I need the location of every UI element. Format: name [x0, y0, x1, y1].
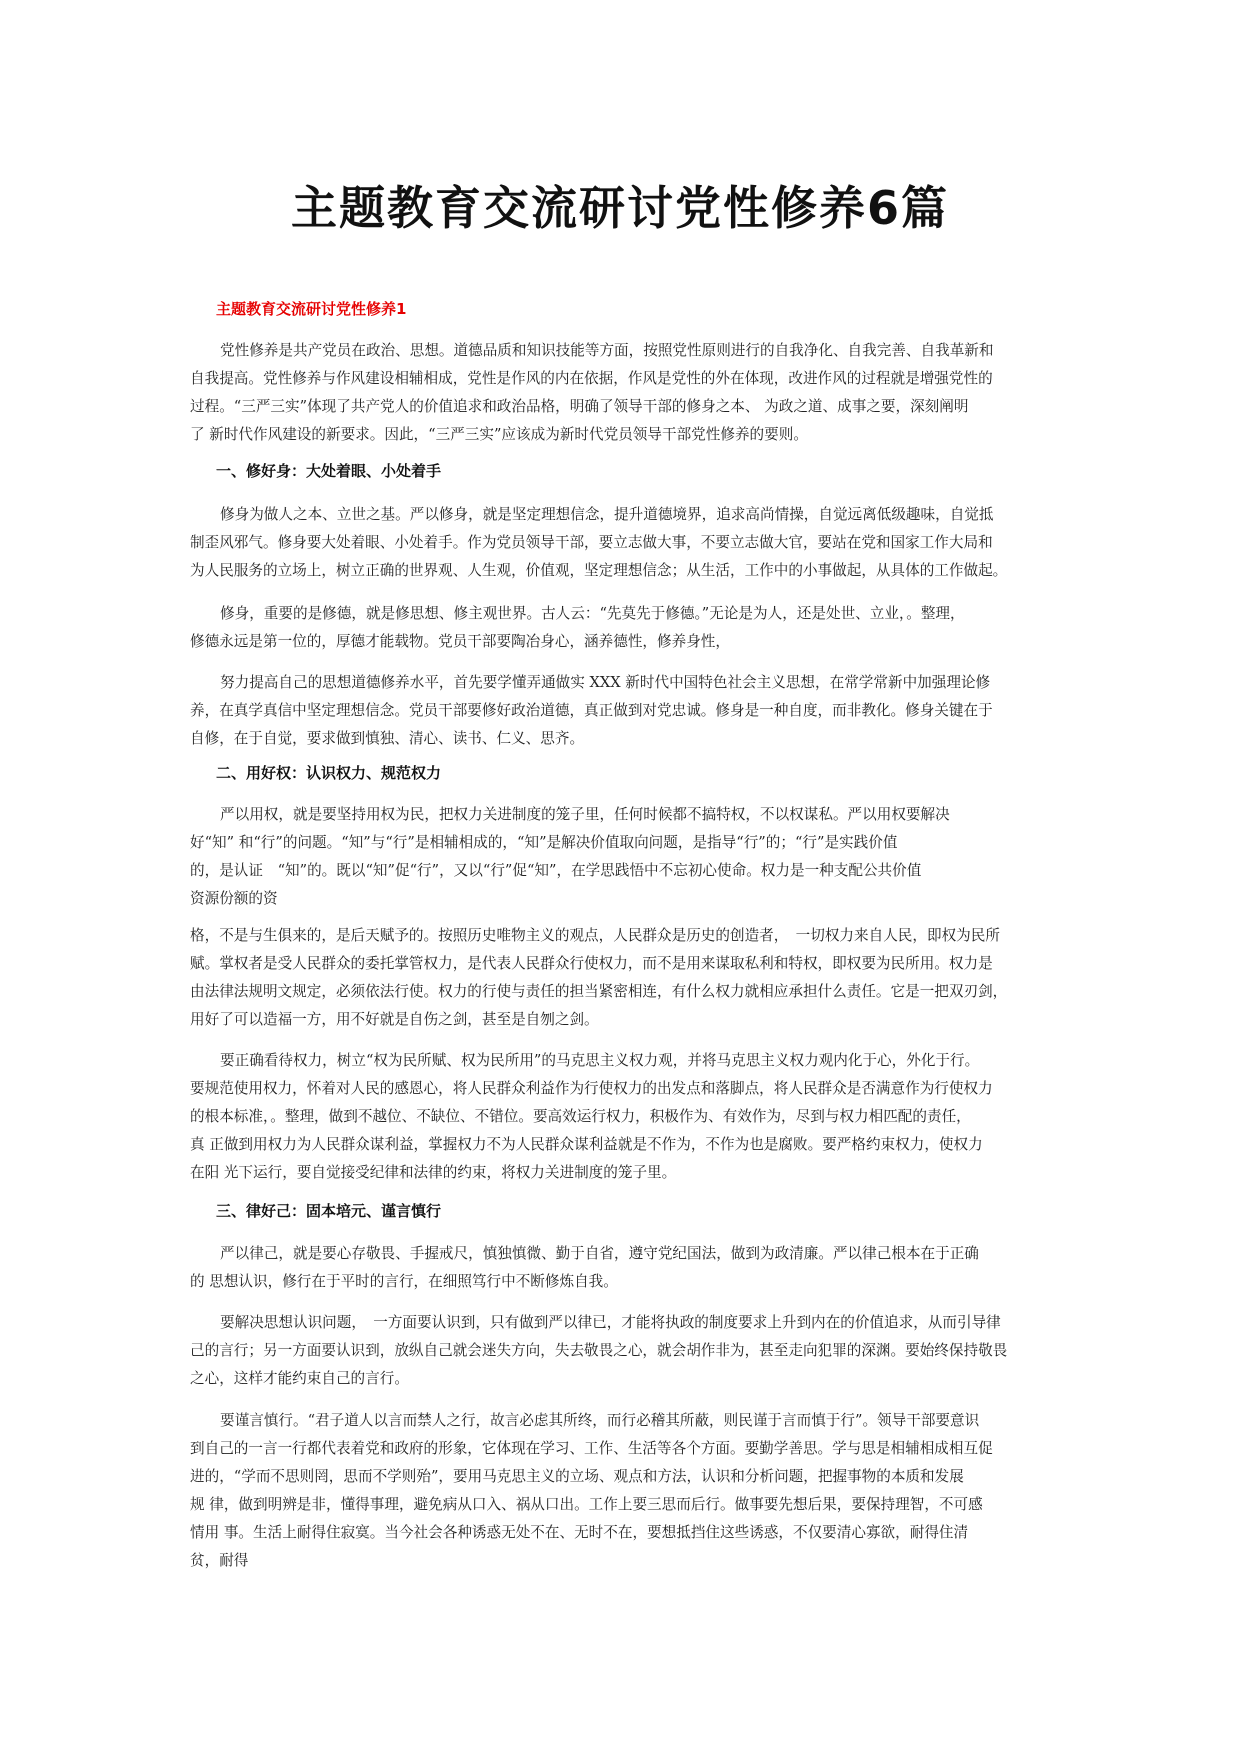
paragraph-line: 情用 事。生活上耐得住寂寞。当今社会各种诱惑无处不在、无时不在，要想抵挡住这些诱惑，不仅要清心寡欲，耐得住清 — [190, 1524, 969, 1541]
paragraph-line: 贫，耐得 — [190, 1552, 249, 1569]
paragraph-line: 要规范使用权力，怀着对人民的感恩心，将人民群众利益作为行使权力的出发点和落脚点，将人民群众是否满意作为行使权力 — [190, 1080, 993, 1097]
paragraph-line: 要正确看待权力，树立“权为民所赋、权为民所用”的马克思主义权力观，并将马克思主义权力观内化于心，外化于行。 — [220, 1052, 980, 1069]
paragraph-line: 努力提高自己的思想道德修养水平，首先要学懂弄通做实 XXX 新时代中国特色社会主义思想，在常学常新中加强理论修 — [220, 674, 991, 691]
paragraph-line: 修身，重要的是修德，就是修思想、修主观世界。古人云：“先莫先于修德。”无论是为人，还是处世、立业，。整理， — [220, 605, 965, 622]
paragraph-line: 了 新时代作风建设的新要求。因此，“三严三实”应该成为新时代党员领导干部党性修养的要则。 — [190, 426, 808, 443]
paragraph-line: 过程。“三严三实”体现了共产党人的价值追求和政治品格，明确了领导干部的修身之本、 为政之道、成事之要，深刻阐明 — [190, 398, 969, 415]
heading-3: 三、律好己：固本培元、谨言慎行 — [216, 1202, 442, 1220]
paragraph — [190, 669, 1056, 753]
paragraph-line: 党性修养是共产党员在政治、思想。道德品质和知识技能等方面，按照党性原则进行的自我净化、自我完善、自我革新和 — [220, 342, 994, 359]
paragraph — [190, 801, 1056, 913]
paragraph-line: 制歪风邪气。修身要大处着眼、小处着手。作为党员领导干部，要立志做大事，不要立志做大官，要站在党和国家工作大局和 — [190, 534, 993, 551]
paragraph-line: 自我提高。党性修养与作风建设相辅相成，党性是作风的内在依据，作风是党性的外在体现，改进作风的过程就是增强党性的 — [190, 370, 993, 387]
paragraph-line: 进的，“学而不思则罔，思而不学则殆”，要用马克思主义的立场、观点和方法，认识和分析问题，把握事物的本质和发展 — [190, 1468, 964, 1485]
paragraph — [190, 922, 1056, 1034]
paragraph — [190, 1309, 1056, 1393]
section-subtitle: 主题教育交流研讨党性修养1 — [216, 300, 407, 318]
paragraph-line: 好“知” 和“行”的问题。“知”与“行”是相辅相成的，“知”是解决价值取向问题，是指导“行”的；“行”是实践价值 — [190, 834, 898, 851]
paragraph-line: 在阳 光下运行，要自觉接受纪律和法律的约束，将权力关进制度的笼子里。 — [190, 1164, 677, 1181]
paragraph-line: 的根本标准，。整理，做到不越位、不缺位、不错位。要高效运行权力，积极作为、有效作为，尽到与权力相匹配的责任， — [190, 1108, 971, 1125]
paragraph — [190, 1047, 1056, 1187]
paragraph-line: 真 正做到用权力为人民群众谋利益，掌握权力不为人民群众谋利益就是不作为，不作为也是腐败。要严格约束权力，使权力 — [190, 1136, 983, 1153]
paragraph-line: 严以律己，就是要心存敬畏、手握戒尺，慎独慎微、勤于自省，遵守党纪国法，做到为政清廉。严以律己根本在于正确 — [220, 1245, 979, 1262]
paragraph-line: 修身为做人之本、立世之基。严以修身，就是坚定理想信念，提升道德境界，追求高尚情操，自觉远离低级趣味，自觉抵 — [220, 506, 994, 523]
paragraph-line: 规 律，做到明辨是非，懂得事理，避免病从口入、祸从口出。工作上要三思而后行。做事要先想后果，要保持理智，不可感 — [190, 1496, 983, 1513]
paragraph-line: 自修，在于自觉，要求做到慎独、清心、读书、仁义、思齐。 — [190, 730, 585, 747]
paragraph — [190, 1240, 1056, 1296]
paragraph — [190, 600, 1056, 656]
paragraph-line: 格，不是与生俱来的，是后天赋予的。按照历史唯物主义的观点，人民群众是历史的创造者， 一切权力来自人民，即权为民所 — [190, 927, 1000, 944]
paragraph-line: 资源份额的资 — [190, 890, 278, 907]
paragraph-line: 要谨言慎行。“君子道人以言而禁人之行，故言必虑其所终，而行必稽其所蔽，则民谨于言而慎于行”。领导干部要意识 — [220, 1412, 980, 1429]
paragraph-line: 修德永远是第一位的，厚德才能载物。党员干部要陶冶身心，涵养德性，修养身性， — [190, 633, 730, 650]
paragraph-line: 养，在真学真信中坚定理想信念。党员干部要修好政治道德，真正做到对党忠诚。修身是一种自度，而非教化。修身关键在于 — [190, 702, 993, 719]
paragraph-line: 的 思想认识，修行在于平时的言行，在细照笃行中不断修炼自我。 — [190, 1273, 618, 1290]
paragraph-line: 赋。掌权者是受人民群众的委托掌管权力，是代表人民群众行使权力，而不是用来谋取私利和特权，即权要为民所用。权力是 — [190, 955, 993, 972]
paragraph-line: 到自己的一言一行都代表着党和政府的形象，它体现在学习、工作、生活等各个方面。要勤学善思。学与思是相辅相成相互促 — [190, 1440, 993, 1457]
paragraph-line: 用好了可以造福一方，用不好就是自伤之剑，甚至是自刎之剑。 — [190, 1011, 599, 1028]
paragraph-line: 之心，这样才能约束自己的言行。 — [190, 1370, 409, 1387]
paragraph-line: 由法律法规明文规定，必须依法行使。权力的行使与责任的担当紧密相连，有什么权力就相应承担什么责任。它是一把双刃剑， — [190, 983, 1008, 1000]
heading-2: 二、用好权：认识权力、规范权力 — [216, 764, 442, 782]
paragraph-intro — [190, 337, 1056, 449]
paragraph-line: 严以用权，就是要坚持用权为民，把权力关进制度的笼子里，任何时候都不搞特权，不以权谋私。严以用权要解决 — [220, 806, 950, 823]
paragraph-line: 的，是认证 “知”的。既以“知”促“行”，又以“行”促“知”，在学思践悟中不忘初心使命。权力是一种支配公共价值 — [190, 862, 922, 879]
paragraph — [190, 501, 1056, 585]
paragraph-line: 己的言行；另一方面要认识到，放纵自己就会迷失方向，失去敬畏之心，就会胡作非为，甚至走向犯罪的深渊。要始终保持敬畏 — [190, 1342, 1008, 1359]
paragraph-line: 要解决思想认识问题， 一方面要认识到，只有做到严以律已，才能将执政的制度要求上升到内在的价值追求，从而引导律 — [220, 1314, 1001, 1331]
heading-1: 一、修好身：大处着眼、小处着手 — [216, 462, 442, 480]
paragraph — [190, 1407, 1056, 1575]
document-title: 主题教育交流研讨党性修养6篇 — [290, 181, 949, 235]
paragraph-line: 为人民服务的立场上，树立正确的世界观、人生观，价值观，坚定理想信念；从生活，工作中的小事做起，从具体的工作做起。 — [190, 562, 1008, 579]
